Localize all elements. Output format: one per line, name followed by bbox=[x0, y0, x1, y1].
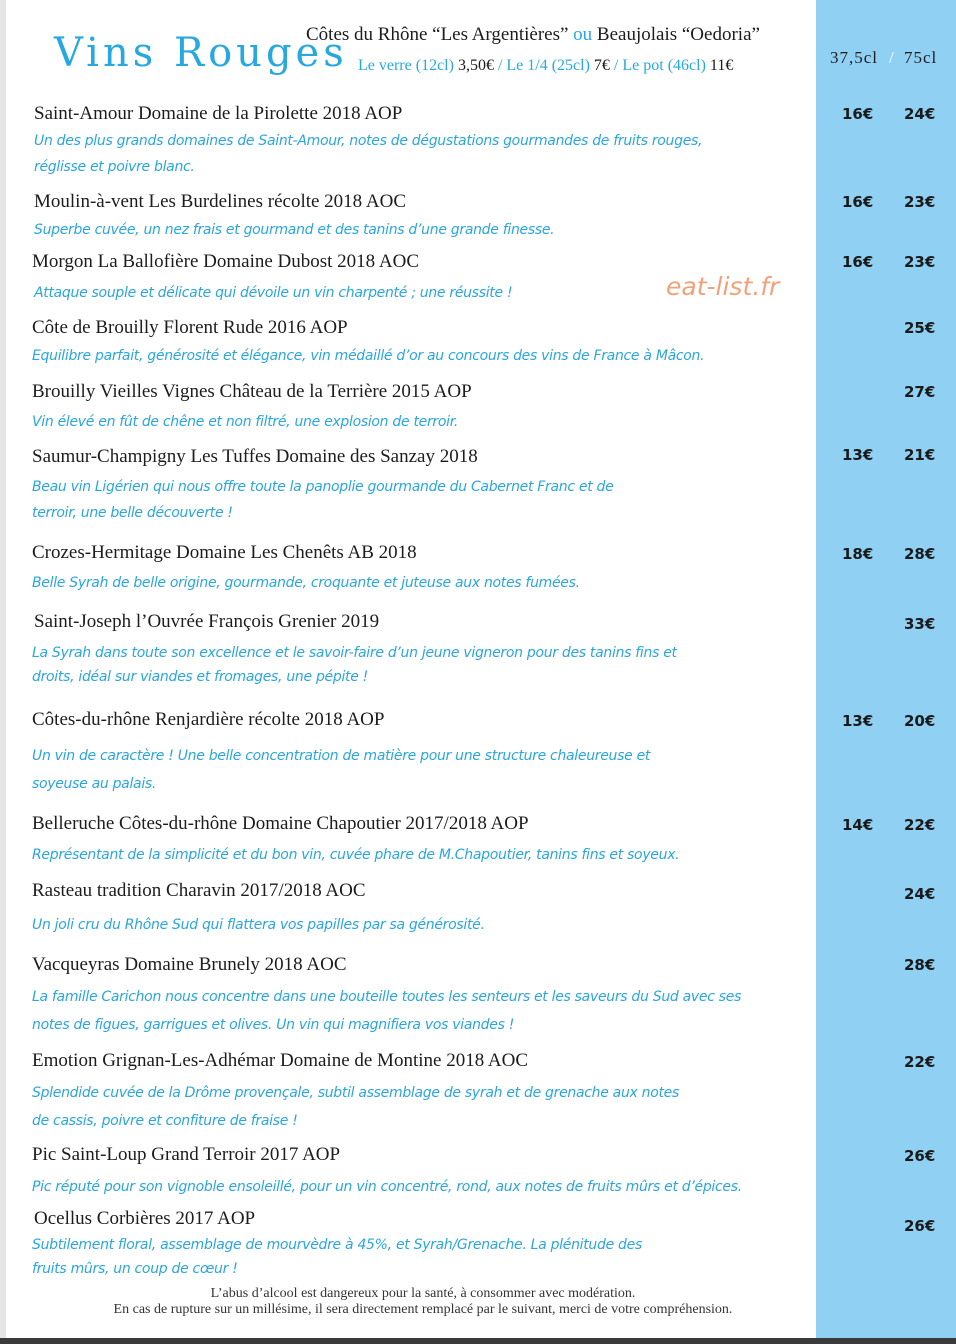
wine-description: Vin élevé en fût de chêne et non filtré, une explosion de terroir. bbox=[32, 414, 459, 430]
price-small: 16€ bbox=[842, 253, 874, 271]
price-small: 13€ bbox=[842, 446, 874, 464]
footer-warning: L’abus d’alcool est dangereux pour la santé, à consommer avec modération. bbox=[210, 1286, 636, 1301]
price-large: 27€ bbox=[904, 383, 936, 401]
price-small: 16€ bbox=[842, 105, 874, 123]
quarter-price: 7€ bbox=[593, 57, 610, 74]
wine-name: Saumur-Champigny Les Tuffes Domaine des Sanzay 2018 bbox=[32, 446, 478, 467]
price-large: 22€ bbox=[904, 1053, 936, 1071]
page-left-edge bbox=[0, 0, 6, 1344]
wine-name: Saint-Joseph l’Ouvrée François Grenier 2019 bbox=[34, 611, 380, 632]
price-large: 23€ bbox=[904, 253, 936, 271]
wine-name: Côtes-du-rhône Renjardière récolte 2018 AOP bbox=[32, 709, 385, 730]
wine-description: Subtilement floral, assemblage de mourvèdre à 45%, et Syrah/Grenache. La plénitude des fruits mûrs, un coup de cœur ! bbox=[32, 1237, 642, 1277]
wine-name: Pic Saint-Loup Grand Terroir 2017 AOP bbox=[32, 1144, 341, 1165]
wine-description: Un joli cru du Rhône Sud qui flattera vos papilles par sa générosité. bbox=[32, 917, 485, 933]
wine-description: Un vin de caractère ! Une belle concentration de matière pour une structure chaleureuse et soyeuse au palais. bbox=[32, 748, 651, 792]
price-large: 24€ bbox=[904, 105, 936, 123]
price-small: 14€ bbox=[842, 816, 874, 834]
page-title: Vins Rouges bbox=[54, 30, 348, 76]
wine-name: Vacqueyras Domaine Brunely 2018 AOC bbox=[32, 954, 347, 975]
wine-name: Moulin-à-vent Les Burdelines récolte 2018 AOC bbox=[34, 191, 407, 212]
house-wine-line bbox=[306, 24, 760, 46]
price-small: 13€ bbox=[842, 712, 874, 730]
glass-price: 3,50€ bbox=[457, 57, 494, 74]
column-header-small: 37,5cl bbox=[830, 48, 879, 67]
price-large: 26€ bbox=[904, 1147, 936, 1165]
wine-name: Brouilly Vieilles Vignes Château de la Terrière 2015 AOP bbox=[32, 381, 472, 402]
column-header-sep: / bbox=[889, 48, 895, 67]
house-wine-prices bbox=[358, 57, 733, 75]
bottom-bar bbox=[0, 1338, 956, 1344]
pot-label: Le pot (46cl) bbox=[622, 57, 706, 74]
price-large: 26€ bbox=[904, 1217, 936, 1235]
wine-description: Equilibre parfait, générosité et élégance, vin médaillé d’or au concours des vins de France à Mâcon. bbox=[32, 348, 705, 364]
price-large: 33€ bbox=[904, 615, 936, 633]
wine-description: La famille Carichon nous concentre dans une bouteille toutes les senteurs et les saveurs du Sud avec ses notes de figues, garrigues et olives. Un vin qui magnifiera vos viandes ! bbox=[32, 989, 742, 1033]
wine-description: Un des plus grands domaines de Saint-Amour, notes de dégustations gourmandes de fruits rouges, réglisse et poivre blanc. bbox=[34, 133, 703, 175]
wine-description: Beau vin Ligérien qui nous offre toute la panoplie gourmande du Cabernet Franc et de terroir, une belle découverte ! bbox=[32, 479, 614, 521]
wine-description: Superbe cuvée, un nez frais et gourmand et des tanins d’une grande finesse. bbox=[34, 222, 555, 238]
price-large: 20€ bbox=[904, 712, 936, 730]
wine-name: Belleruche Côtes-du-rhône Domaine Chapoutier 2017/2018 AOP bbox=[32, 813, 529, 834]
wine-description: Représentant de la simplicité et du bon vin, cuvée phare de M.Chapoutier, tanins fins et soyeux. bbox=[32, 847, 680, 863]
wine-description: Belle Syrah de belle origine, gourmande, croquante et juteuse aux notes fumées. bbox=[32, 575, 580, 591]
price-large: 25€ bbox=[904, 319, 936, 337]
glass-label: Le verre (12cl) bbox=[358, 57, 454, 74]
price-sep-2: / bbox=[613, 57, 619, 74]
price-large: 28€ bbox=[904, 956, 936, 974]
wine-description: La Syrah dans toute son excellence et le savoir-faire d’un jeune vigneron pour des tanins fins et droits, idéal sur viandes et fromages, une pépite ! bbox=[32, 645, 677, 685]
price-small: 16€ bbox=[842, 193, 874, 211]
price-sep-1: / bbox=[497, 57, 503, 74]
wine-name: Rasteau tradition Charavin 2017/2018 AOC bbox=[32, 880, 366, 901]
pot-price: 11€ bbox=[709, 57, 734, 74]
house-wine-b: Beaujolais “Oedoria” bbox=[596, 24, 760, 45]
wine-name: Saint-Amour Domaine de la Pirolette 2018 AOP bbox=[34, 103, 403, 124]
column-header-large: 75cl bbox=[904, 48, 938, 67]
wine-name: Côte de Brouilly Florent Rude 2016 AOP bbox=[32, 317, 348, 338]
wine-name: Morgon La Ballofière Domaine Dubost 2018 AOC bbox=[32, 251, 419, 272]
wine-description: Attaque souple et délicate qui dévoile un vin charpenté ; une réussite ! bbox=[34, 285, 513, 301]
wine-description: Pic réputé pour son vignoble ensoleillé, pour un vin concentré, rond, aux notes de fruits mûrs et d’épices. bbox=[32, 1179, 742, 1195]
footer-vintage-note: En cas de rupture sur un millésime, il sera directement remplacé par le suivant, merci de votre compréhension. bbox=[113, 1302, 733, 1317]
house-wine-a: Côtes du Rhône “Les Argentières” bbox=[306, 24, 569, 45]
price-small: 18€ bbox=[842, 545, 874, 563]
watermark: eat-list.fr bbox=[666, 272, 780, 301]
quarter-label: Le 1/4 (25cl) bbox=[506, 57, 590, 74]
wine-name: Ocellus Corbières 2017 AOP bbox=[34, 1208, 256, 1229]
price-large: 28€ bbox=[904, 545, 936, 563]
price-large: 22€ bbox=[904, 816, 936, 834]
wine-description: Splendide cuvée de la Drôme provençale, subtil assemblage de syrah et de grenache aux notes de cassis, poivre et confiture de fraise ! bbox=[32, 1085, 679, 1129]
wine-name: Crozes-Hermitage Domaine Les Chenêts AB 2018 bbox=[32, 542, 417, 563]
price-large: 21€ bbox=[904, 446, 936, 464]
price-large: 24€ bbox=[904, 885, 936, 903]
wine-name: Emotion Grignan-Les-Adhémar Domaine de Montine 2018 AOC bbox=[32, 1050, 529, 1071]
price-large: 23€ bbox=[904, 193, 936, 211]
house-wine-or: ou bbox=[573, 24, 593, 45]
